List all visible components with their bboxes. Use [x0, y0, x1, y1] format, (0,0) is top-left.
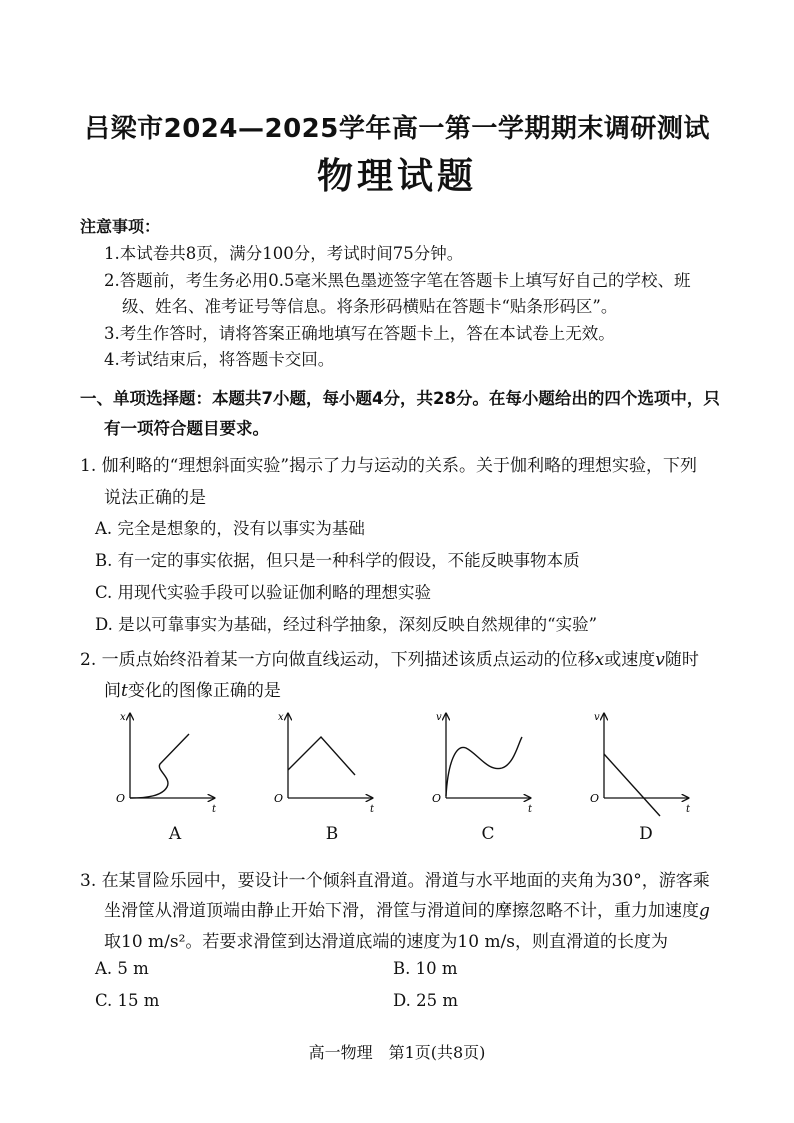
question-1-option-d: D. 是以可靠事实为基础，经过科学抽象，深刻反映自然规律的“实验” [95, 615, 598, 634]
question-3-text-a: 坐滑筐从滑道顶端由静止开始下滑，滑筐与滑道间的摩擦忽略不计，重力加速度 [104, 901, 699, 921]
subject-title: 物理试题 [316, 155, 477, 197]
x-axis-label: t [686, 804, 691, 815]
x-axis-label: t [370, 804, 375, 815]
graph-d [586, 702, 696, 817]
notes-heading: 注意事项： [80, 217, 161, 236]
var-v: v [655, 650, 665, 670]
section-heading-cont: 有一项符合题目要求。 [104, 419, 269, 438]
graph-c-curve [446, 737, 522, 796]
graph-a-label: A [168, 824, 182, 844]
question-2-text-b: 或速度 [604, 650, 656, 670]
question-2-text-a: 2. 一质点始终沿着某一方向做直线运动，下列描述该质点运动的位移 [80, 650, 595, 670]
question-3-option-d: D. 25 m [393, 991, 459, 1010]
var-t: t [121, 681, 128, 701]
question-3-text-cont2: 取10 m/s²。若要求滑筐到达滑道底端的速度为10 m/s，则直滑道的长度为 [104, 932, 669, 952]
origin-label: O [590, 792, 600, 805]
section-heading: 一、单项选择题：本题共7小题，每小题4分，共28分。在每小题给出的四个选项中，只 [80, 389, 720, 408]
graph-b [270, 702, 380, 817]
exam-title: 吕梁市2024—2025学年高一第一学期期末调研测试 [84, 114, 710, 144]
note-item: 3.考生作答时，请将答案正确地填写在答题卡上，答在本试卷上无效。 [104, 324, 615, 343]
graph-c [428, 702, 538, 817]
question-1-text-cont: 说法正确的是 [104, 488, 206, 508]
origin-label: O [116, 792, 126, 805]
graph-a-curve [130, 734, 189, 798]
note-item: 4.考试结束后，将答题卡交回。 [104, 350, 335, 369]
x-axis-label: t [528, 804, 533, 815]
question-2-text-c: 随时 [664, 650, 699, 670]
graph-b-curve [288, 737, 355, 775]
var-x: x [594, 650, 605, 670]
question-3-text: 3. 在某冒险乐园中，要设计一个倾斜直滑道。滑道与水平地面的夹角为30°，游客乘 [80, 871, 710, 891]
origin-label: O [432, 792, 442, 805]
question-3-text-cont [104, 896, 734, 921]
question-3-option-a: A. 5 m [95, 959, 149, 978]
question-1-option-c: C. 用现代实验手段可以验证伽利略的理想实验 [95, 583, 432, 602]
question-3-option-b: B. 10 m [393, 959, 458, 978]
question-2-text-d: 间 [104, 681, 121, 701]
question-1-text: 1. 伽利略的“理想斜面实验”揭示了力与运动的关系。关于伽利略的理想实验，下列 [80, 456, 698, 476]
y-axis-label: v [594, 712, 600, 723]
graph-a [112, 702, 222, 817]
note-item: 2.答题前，考生务必用0.5毫米黑色墨迹签字笔在答题卡上填写好自己的学校、班 [104, 271, 691, 290]
graph-b-label: B [325, 824, 339, 844]
page-footer: 高一物理 第1页(共8页) [308, 1043, 486, 1062]
note-item: 1.本试卷共8页，满分100分，考试时间75分钟。 [104, 244, 464, 263]
x-axis-label: t [212, 804, 217, 815]
question-2-text [80, 645, 730, 670]
note-item: 级、姓名、准考证号等信息。将条形码横贴在答题卡“贴条形码区”。 [122, 297, 618, 316]
graph-d-line [604, 754, 660, 816]
graph-c-label: C [481, 824, 495, 844]
question-1-option-a: A. 完全是想象的，没有以事实为基础 [95, 519, 365, 538]
y-axis-label: x [278, 712, 284, 723]
question-1-option-b: B. 有一定的事实依据，但只是一种科学的假设，不能反映事物本质 [95, 551, 580, 570]
question-2-text-e: 变化的图像正确的是 [127, 681, 281, 701]
question-2-text-cont [104, 676, 734, 701]
graph-d-label: D [639, 824, 653, 844]
var-g: g [699, 901, 710, 921]
origin-label: O [274, 792, 284, 805]
question-3-option-c: C. 15 m [95, 991, 160, 1010]
y-axis-label: v [436, 712, 442, 723]
y-axis-label: x [120, 712, 126, 723]
